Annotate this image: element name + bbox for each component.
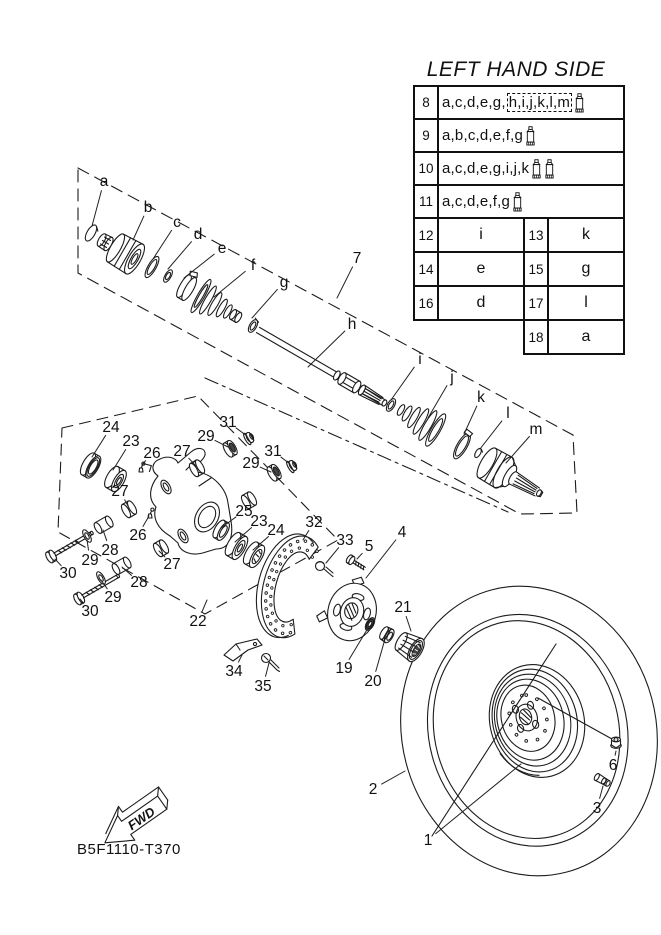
leader-7 xyxy=(337,267,353,298)
row-number: 11 xyxy=(415,186,439,217)
table-grid-section xyxy=(413,219,625,355)
row-number: 17 xyxy=(525,287,549,319)
callout-24: 24 xyxy=(267,522,285,539)
leader-l xyxy=(480,421,502,449)
callout-35: 35 xyxy=(254,678,272,695)
table-row xyxy=(415,120,623,153)
application-table xyxy=(413,58,625,355)
row-number: 16 xyxy=(415,287,439,319)
collar-27-upper-left xyxy=(120,500,139,519)
callout-21: 21 xyxy=(394,599,412,616)
leader-2 xyxy=(382,771,405,784)
row-parts: a,c,d,e,g,i,j,k xyxy=(442,160,530,177)
inner-cv-joint-b xyxy=(91,224,149,277)
leader-33 xyxy=(326,548,339,563)
row-number: 10 xyxy=(415,153,439,184)
leader-26 xyxy=(143,516,149,526)
drawing-number: B5F1110-T370 xyxy=(77,841,181,858)
table-row xyxy=(415,287,523,321)
row-part: i xyxy=(479,226,483,243)
row-number: 13 xyxy=(525,219,549,251)
callout-k: k xyxy=(477,389,485,406)
callout-27: 27 xyxy=(111,483,129,500)
row-part: g xyxy=(581,260,591,277)
washer-29-lower xyxy=(95,570,107,585)
callout-30: 30 xyxy=(81,603,99,620)
callout-a: a xyxy=(99,173,109,190)
callout-33: 33 xyxy=(336,532,354,549)
row-part: d xyxy=(476,294,486,311)
callout-23: 23 xyxy=(122,433,140,450)
outer-cv-joint-m xyxy=(473,445,550,510)
callout-31: 31 xyxy=(264,443,282,460)
callout-c: c xyxy=(173,214,181,231)
callout-28: 28 xyxy=(130,574,148,591)
grease-tube-icon xyxy=(525,126,536,146)
callout-20: 20 xyxy=(364,673,382,690)
callout-g: g xyxy=(279,274,289,291)
callout-29: 29 xyxy=(197,428,215,445)
grease-nipple-26-upper xyxy=(139,462,151,472)
seal-29-lower-right xyxy=(265,463,283,483)
ring-d xyxy=(162,268,174,283)
axle-nut-20 xyxy=(378,625,396,644)
disc-screw-33 xyxy=(316,562,334,577)
grease-tube-icon xyxy=(512,192,523,212)
callout-31: 31 xyxy=(219,414,237,431)
callout-7: 7 xyxy=(352,250,362,267)
table-row xyxy=(525,321,623,355)
snap-ring-c xyxy=(143,255,162,280)
callout-3: 3 xyxy=(592,800,602,817)
callout-23: 23 xyxy=(250,513,268,530)
leader-j xyxy=(428,386,447,418)
axle-shaft-h xyxy=(255,324,390,409)
leader-a xyxy=(92,191,101,226)
row-parts-boxed: h,i,j,k,l,m xyxy=(508,94,571,111)
table-title: LEFT HAND SIDE xyxy=(426,58,606,81)
table-row xyxy=(415,186,623,219)
boot-clamp-k xyxy=(450,429,474,461)
callout-4: 4 xyxy=(397,524,407,541)
leader-g xyxy=(252,289,277,318)
callout-e: e xyxy=(217,240,227,257)
callout-26: 26 xyxy=(143,445,161,462)
leader-31 xyxy=(236,428,247,436)
callout-f: f xyxy=(250,257,256,274)
row-number: 18 xyxy=(525,321,549,353)
callout-19: 19 xyxy=(335,660,353,677)
leader-k xyxy=(464,406,477,434)
callout-29: 29 xyxy=(242,455,260,472)
callout-l: l xyxy=(506,405,510,422)
leader-22 xyxy=(202,600,207,612)
leader-b xyxy=(133,216,144,240)
callout-25: 25 xyxy=(235,503,253,520)
seal-24-left xyxy=(77,451,103,481)
wheel-hub xyxy=(313,569,385,647)
table-row xyxy=(525,287,623,321)
callout-28: 28 xyxy=(101,542,119,559)
nut-31-lower xyxy=(285,458,299,474)
callout-29: 29 xyxy=(81,552,99,569)
table-row xyxy=(415,253,523,287)
leader-35 xyxy=(266,663,269,676)
callout-1: 1 xyxy=(423,832,433,849)
callout-m: m xyxy=(529,421,543,438)
leader-h xyxy=(308,331,345,367)
callout-d: d xyxy=(193,226,203,243)
callout-32: 32 xyxy=(305,514,323,531)
seal-29-upper-right xyxy=(221,439,239,459)
row-part: e xyxy=(476,260,486,277)
callout-i: i xyxy=(418,351,422,368)
callout-30: 30 xyxy=(59,565,77,582)
row-part: a xyxy=(581,328,591,345)
clip-l xyxy=(473,447,483,459)
grease-tube-icon xyxy=(574,93,585,113)
row-parts: a,c,d,e,f,g xyxy=(442,193,511,210)
circlip-a xyxy=(83,223,100,243)
row-parts: a,c,d,e,g, xyxy=(442,94,506,111)
callout-29: 29 xyxy=(104,589,122,606)
callout-26: 26 xyxy=(129,527,147,544)
leader-20 xyxy=(376,639,385,671)
grease-tube-icon xyxy=(531,159,542,179)
table-row xyxy=(525,219,623,253)
callout-b: b xyxy=(143,199,153,216)
leader-m xyxy=(506,436,529,463)
leader-5 xyxy=(357,553,362,559)
callout-22: 22 xyxy=(189,613,207,630)
row-number: 14 xyxy=(415,253,439,285)
leader-e xyxy=(184,254,214,278)
leader-21 xyxy=(406,616,411,631)
callout-j: j xyxy=(450,369,454,386)
table-combo-section xyxy=(413,85,625,219)
table-row xyxy=(525,253,623,287)
table-row xyxy=(415,219,523,253)
cv-boot-f xyxy=(188,278,249,335)
leader-24 xyxy=(92,435,106,457)
table-row xyxy=(415,153,623,186)
callout-2: 2 xyxy=(368,781,378,798)
leader-c xyxy=(153,230,172,259)
cv-boot-j xyxy=(390,393,449,449)
callout-6: 6 xyxy=(608,757,618,774)
row-number: 8 xyxy=(415,87,439,118)
row-number: 15 xyxy=(525,253,549,285)
fwd-label: FWD xyxy=(124,803,158,834)
grease-tube-icon xyxy=(544,159,555,179)
table-row xyxy=(415,87,623,120)
leader-d xyxy=(168,242,191,269)
callout-5: 5 xyxy=(364,538,374,555)
callout-27: 27 xyxy=(173,443,191,460)
callout-h: h xyxy=(347,316,357,333)
leader-i xyxy=(391,367,414,400)
callout-27: 27 xyxy=(163,556,181,573)
bracket-screw-35 xyxy=(262,654,280,672)
row-part: k xyxy=(582,226,590,243)
brake-hose-bracket-34 xyxy=(224,639,262,661)
row-number: 9 xyxy=(415,120,439,151)
callout-34: 34 xyxy=(225,663,243,680)
row-parts: a,b,c,d,e,f,g xyxy=(442,127,523,144)
wheel-nut-6 xyxy=(611,737,621,748)
leader-31 xyxy=(281,457,290,464)
row-number: 12 xyxy=(415,219,439,251)
row-part: l xyxy=(584,294,588,311)
hub-bolt-5 xyxy=(345,554,367,572)
callout-24: 24 xyxy=(102,419,120,436)
leader-f xyxy=(214,271,245,297)
